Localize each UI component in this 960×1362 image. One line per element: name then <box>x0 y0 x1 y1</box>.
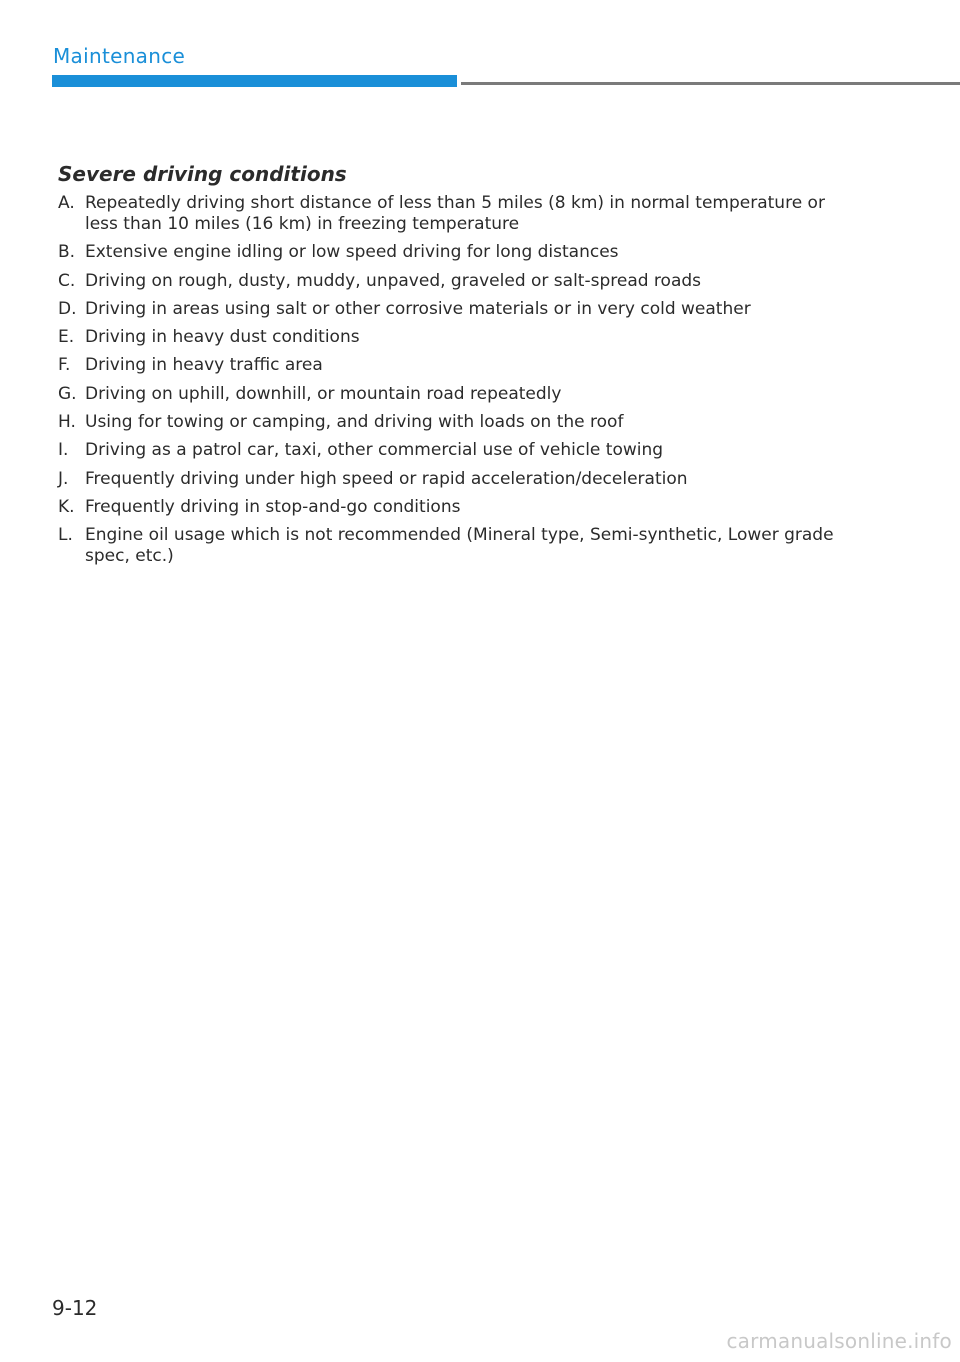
header-rule <box>461 82 960 85</box>
item-text: Driving in heavy dust conditions <box>85 327 360 348</box>
list-item <box>58 193 858 235</box>
item-letter: C. <box>58 270 76 291</box>
list-item <box>58 355 858 376</box>
list-item <box>58 327 858 348</box>
list-item <box>58 271 858 292</box>
item-letter: K. <box>58 496 75 517</box>
item-text: Frequently driving in stop-and-go conditions <box>85 496 461 517</box>
item-text: Using for towing or camping, and driving with loads on the roof <box>85 412 624 433</box>
list-item <box>58 242 858 263</box>
conditions-list <box>58 193 858 567</box>
item-letter: H. <box>58 412 76 433</box>
item-text: Extensive engine idling or low speed driving for long distances <box>85 242 619 263</box>
watermark: carmanualsonline.info <box>726 1329 952 1353</box>
item-letter: G. <box>58 383 77 404</box>
list-item <box>58 469 858 490</box>
item-text: Repeatedly driving short distance of less than 5 miles (8 km) in normal temperature or less than 10 miles (16 km) in freezing temperature <box>85 193 825 234</box>
header-title: Maintenance <box>53 44 186 68</box>
item-text: Driving in heavy traffic area <box>85 355 323 376</box>
list-item <box>58 412 858 433</box>
page-number: 9-12 <box>52 1296 98 1320</box>
item-letter: F. <box>58 355 71 376</box>
item-text: Driving in areas using salt or other corrosive materials or in very cold weather <box>85 298 751 319</box>
item-letter: L. <box>58 525 73 546</box>
list-item <box>58 497 858 518</box>
severe-conditions-section <box>58 160 858 575</box>
item-letter: E. <box>58 327 75 348</box>
item-text: Driving on uphill, downhill, or mountain road repeatedly <box>85 383 562 404</box>
item-letter: I. <box>58 440 69 461</box>
section-title: Severe driving conditions <box>58 162 347 186</box>
item-text: Frequently driving under high speed or rapid acceleration/deceleration <box>85 468 688 489</box>
header-accent-bar <box>52 75 457 87</box>
list-item <box>58 525 858 567</box>
item-letter: D. <box>58 298 77 319</box>
item-letter: B. <box>58 242 76 263</box>
item-letter: J. <box>58 468 69 489</box>
list-item <box>58 440 858 461</box>
item-letter: A. <box>58 193 75 213</box>
item-text: Engine oil usage which is not recommended (Mineral type, Semi-synthetic, Lower grade spec, etc.) <box>85 525 834 567</box>
item-text: Driving as a patrol car, taxi, other commercial use of vehicle towing <box>85 440 664 461</box>
list-item <box>58 299 858 320</box>
item-text: Driving on rough, dusty, muddy, unpaved, graveled or salt-spread roads <box>85 270 702 291</box>
list-item <box>58 384 858 405</box>
